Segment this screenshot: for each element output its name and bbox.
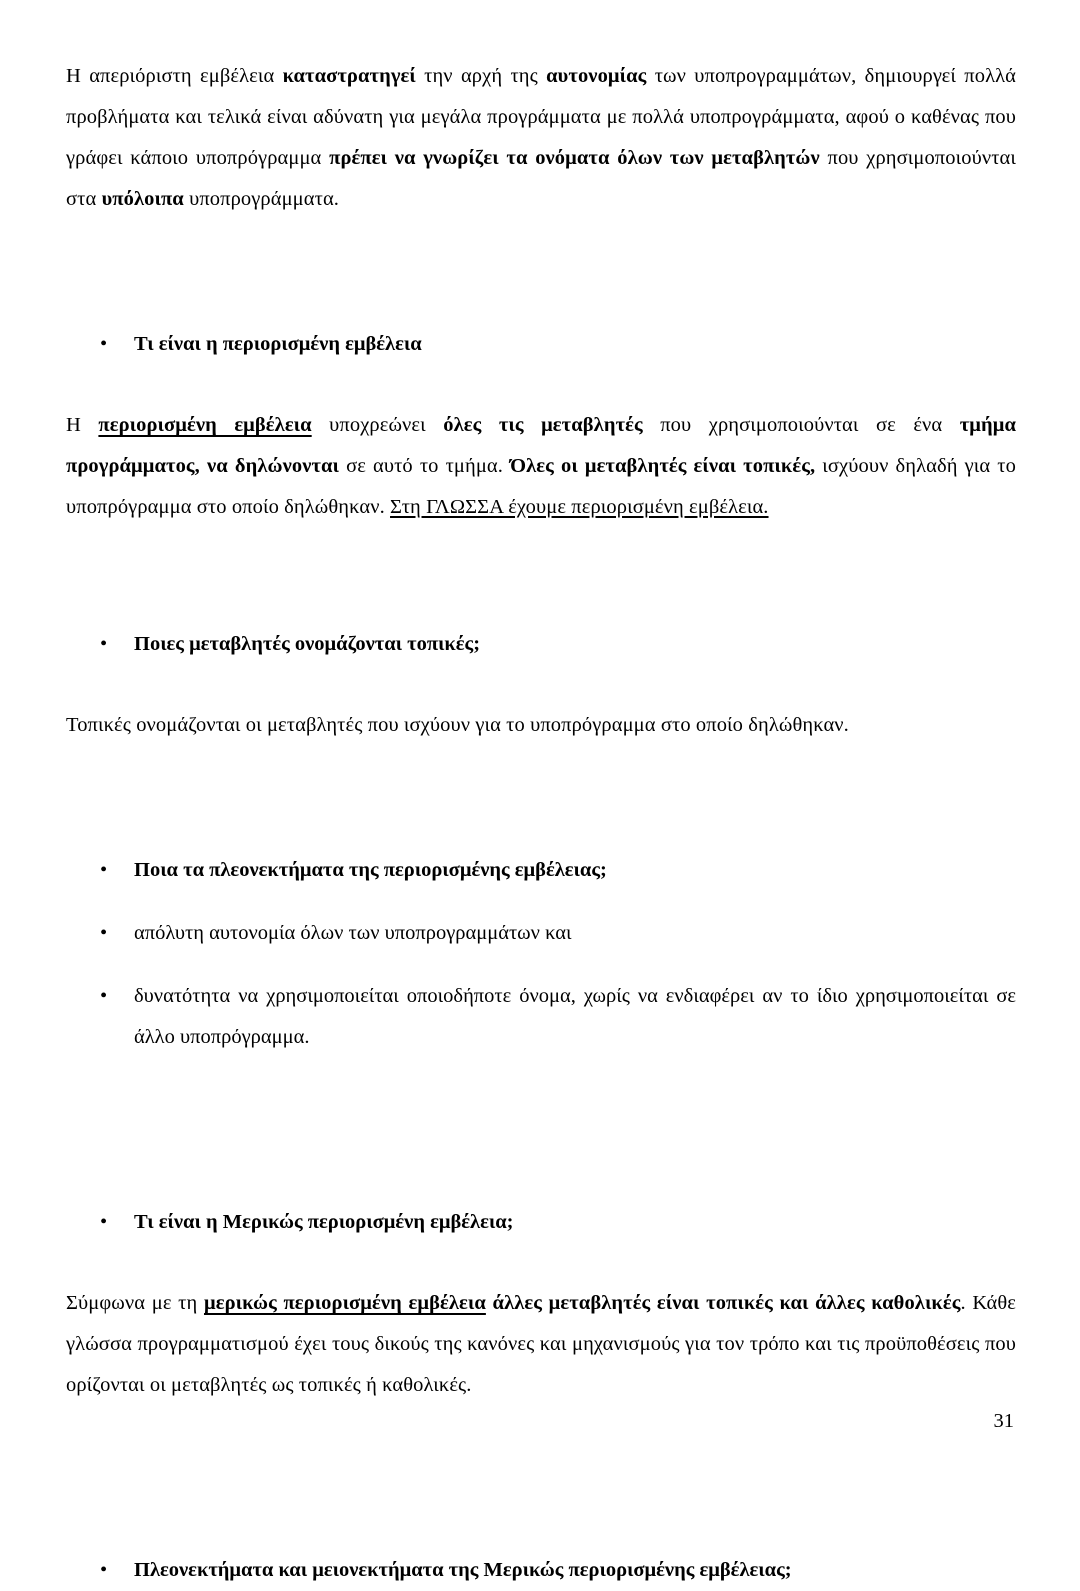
p3-seg-1: Σύμφωνα με τη (66, 1292, 204, 1314)
intro-seg-1: Η απεριόριστη εμβέλεια (66, 65, 283, 87)
spacer (66, 1243, 1016, 1283)
bullet-dot-icon: • (100, 985, 108, 1007)
bullet-item-2 (66, 624, 1016, 665)
bullet-item-1 (66, 324, 1016, 365)
intro-seg-7: που χρησιμοποιούνται στα (66, 147, 1016, 210)
p1-seg-7: σε αυτό το τμήμα. (339, 455, 511, 477)
page-content (66, 56, 1016, 1591)
spacer (66, 891, 1016, 913)
bullet-dot-icon: • (100, 333, 108, 355)
spacer (66, 954, 1016, 976)
paragraph-partially-limited-scope (66, 1283, 1016, 1406)
bullet-label-what-is-limited-scope: Τι είναι η περιορισμένη εμβέλεια (134, 333, 422, 355)
spacer (66, 220, 1016, 324)
bullet-item-3a (66, 913, 1016, 954)
p1-seg-9: ισχύουν δηλαδή για το υποπρόγραμμα στο οποίο δηλώθηκαν. (66, 455, 1016, 518)
spacer (66, 665, 1016, 705)
p3-bold-underline-merikos-periorismeni: μερικώς περιορισμένη εμβέλεια (203, 1292, 486, 1314)
bullet-label-which-variables-local: Ποιες μεταβλητές ονομάζονται τοπικές; (134, 633, 481, 655)
bullet-item-3b (66, 976, 1016, 1058)
p1-seg-5: που χρησιμοποιούνται σε ένα (642, 414, 960, 436)
intro-bold-katastrategei: καταστρατηγεί (282, 65, 416, 87)
intro-seg-5: των υποπρογραμμάτων, δημιουργεί πολλά προβλήματα και τελικά είναι αδύνατη για μεγάλα προγράμματα με πολλά υποπρογράμματα, αφού ο καθένας που γράφει κάποιο υποπρόγραμμα (66, 65, 1017, 169)
p1-underline-glossa: Στη ΓΛΩΣΣΑ έχουμε περιορισμένη εμβέλεια. (390, 496, 769, 518)
p1-bold-oles-topikes: Όλες οι μεταβλητές είναι τοπικές, (510, 455, 816, 477)
bullet-item-4 (66, 1202, 1016, 1243)
spacer (66, 365, 1016, 405)
p1-bold-tmima-na-dilononte: τμήμα προγράμματος, να δηλώνονται (66, 414, 1017, 477)
intro-bold-aftonomias: αυτονομίας (546, 65, 647, 87)
paragraph-local-variables: Τοπικές ονομάζονται οι μεταβλητές που ισχύουν για το υποπρόγραμμα στο οποίο δηλώθηκαν. (66, 714, 849, 736)
p1-seg-3: υποχρεώνει (311, 414, 444, 436)
spacer (66, 1406, 1016, 1510)
bullet-item-3 (66, 850, 1016, 891)
intro-seg-3: την αρχή της (415, 65, 547, 87)
intro-seg-9: υποπρογράμματα. (183, 188, 340, 210)
intro-paragraph (66, 56, 1016, 220)
spacer (66, 746, 1016, 850)
bullet-label-what-is-partially-limited-scope: Τι είναι η Μερικώς περιορισμένη εμβέλεια; (134, 1211, 514, 1233)
spacer (66, 1510, 1016, 1550)
p3-bold-alles-metavlites: άλλες μεταβλητές είναι τοπικές και άλλες καθολικές (492, 1292, 961, 1314)
paragraph-limited-scope (66, 405, 1016, 528)
bullet-dot-icon: • (100, 859, 108, 881)
bullet-dot-icon: • (100, 1559, 108, 1581)
bullet-dot-icon: • (100, 922, 108, 944)
p3-seg-5: . Κάθε γλώσσα προγραμματισμού έχει τους δικούς της κανόνες και μηχανισμούς για τον τρόπο και τις προϋποθέσεις που ορίζονται οι μεταβλητές ως τοπικές ή καθολικές. (66, 1292, 1016, 1396)
page-number: 31 (993, 1410, 1014, 1432)
intro-bold-prepei-na-gnorizei: πρέπει να γνωρίζει τα ονόματα όλων των μεταβλητών (329, 147, 820, 169)
bullet-dot-icon: • (100, 1211, 108, 1233)
spacer (66, 1058, 1016, 1162)
spacer (66, 1162, 1016, 1202)
bullet-dot-icon: • (100, 633, 108, 655)
bullet-label-any-name-usable: δυνατότητα να χρησιμοποιείται οποιοδήποτε όνομα, χωρίς να ενδιαφέρει αν το ίδιο χρησιμοποιείται σε άλλο υποπρόγραμμα. (134, 985, 1016, 1048)
bullet-item-5 (66, 1550, 1016, 1591)
bullet-label-absolute-autonomy: απόλυτη αυτονομία όλων των υποπρογραμμάτων και (134, 922, 572, 944)
p3-seg-3 (486, 1292, 493, 1314)
p1-seg-1: Η (66, 414, 99, 436)
bullet-label-advantages-limited-scope: Ποια τα πλεονεκτήματα της περιορισμένης εμβέλειας; (134, 859, 607, 881)
p1-bold-underline-periorismeni-emveleia: περιορισμένη εμβέλεια (98, 414, 312, 436)
p1-bold-oles-tis-metavlites: όλες τις μεταβλητές (443, 414, 643, 436)
spacer (66, 528, 1016, 624)
intro-bold-ypoloipa: υπόλοιπα (101, 188, 184, 210)
bullet-label-pros-cons-partially-limited: Πλεονεκτήματα και μειονεκτήματα της Μερικώς περιορισμένης εμβέλειας; (134, 1559, 792, 1581)
